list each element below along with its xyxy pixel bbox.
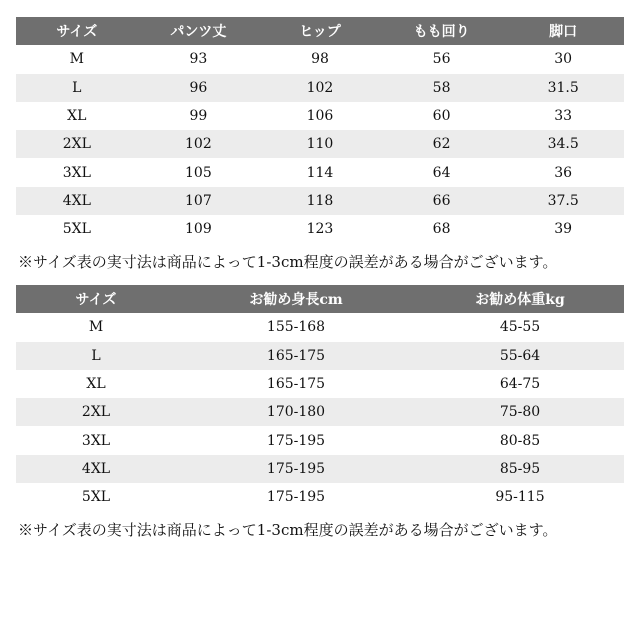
table-cell: 33 — [554, 108, 573, 125]
table-cell: 106 — [306, 108, 334, 125]
recommended-size-table — [16, 285, 624, 511]
table-cell: 2XL — [81, 404, 111, 421]
table-row — [16, 455, 624, 483]
header-hem: 脚口 — [549, 24, 578, 41]
size-disclaimer-note: ※サイズ表の実寸法は商品によって1-3cm程度の誤差がある場合がございます。 — [18, 521, 558, 539]
table-cell: 114 — [306, 164, 334, 181]
table-cell: 118 — [306, 192, 334, 209]
table-cell: 110 — [306, 136, 334, 153]
table-cell: 58 — [432, 79, 451, 96]
table-cell: 75-80 — [499, 404, 541, 421]
table-cell: 4XL — [62, 192, 91, 209]
table-cell: 107 — [185, 192, 212, 209]
table-row — [16, 102, 624, 130]
table-cell: 60 — [432, 108, 451, 125]
table-cell: 93 — [189, 51, 208, 68]
table-cell: 95-115 — [495, 489, 545, 506]
table-header-row — [16, 17, 624, 45]
header-size: サイズ — [75, 292, 117, 309]
header-pants-length: パンツ丈 — [170, 24, 227, 41]
table-header-row — [16, 285, 624, 313]
table-row — [16, 130, 624, 158]
table-cell: 45-55 — [499, 319, 541, 336]
table-cell: 37.5 — [547, 192, 579, 209]
table-row — [16, 74, 624, 102]
table-cell: 102 — [185, 136, 212, 153]
table-row — [16, 45, 624, 73]
table-cell: 102 — [306, 79, 334, 96]
table-cell: 64 — [432, 164, 451, 181]
table-cell: 175-195 — [266, 489, 326, 506]
table-cell: 165-175 — [266, 347, 326, 364]
table-cell: L — [91, 347, 101, 364]
table-cell: 56 — [432, 51, 451, 68]
table-cell: 99 — [189, 108, 208, 125]
size-disclaimer-note: ※サイズ表の実寸法は商品によって1-3cm程度の誤差がある場合がございます。 — [18, 253, 558, 271]
table-row — [16, 158, 624, 186]
table-row — [16, 313, 624, 341]
table-cell: 3XL — [81, 432, 111, 449]
table-cell: 165-175 — [266, 376, 326, 393]
size-measurement-table — [16, 17, 624, 243]
table-cell: 36 — [554, 164, 573, 181]
table-row — [16, 215, 624, 243]
table-cell: 98 — [311, 51, 329, 68]
table-cell: 2XL — [62, 136, 91, 153]
table-row — [16, 426, 624, 454]
header-hip: ヒップ — [299, 24, 341, 41]
table-cell: 55-64 — [499, 347, 541, 364]
table-cell: 109 — [185, 221, 212, 238]
table-cell: XL — [86, 376, 106, 393]
table-cell: 175-195 — [266, 460, 326, 477]
table-cell: L — [72, 79, 82, 96]
table-cell: 30 — [554, 51, 573, 68]
table-cell: 62 — [432, 136, 451, 153]
header-recommended-weight: お勧め体重kg — [475, 292, 565, 309]
table-cell: 96 — [189, 79, 208, 96]
table-row — [16, 398, 624, 426]
table-row — [16, 370, 624, 398]
table-cell: XL — [67, 108, 87, 125]
table-cell: 155-168 — [266, 319, 326, 336]
table-cell: 80-85 — [499, 432, 541, 449]
table-row — [16, 342, 624, 370]
table-cell: 175-195 — [266, 432, 326, 449]
table-cell: 34.5 — [547, 136, 579, 153]
table-cell: 123 — [306, 221, 334, 238]
table-cell: M — [88, 319, 104, 336]
table-cell: M — [69, 51, 84, 68]
table-cell: 64-75 — [499, 376, 541, 393]
table-cell: 31.5 — [547, 79, 579, 96]
header-recommended-height: お勧め身長cm — [249, 292, 343, 309]
header-size: サイズ — [56, 24, 98, 41]
table-cell: 66 — [432, 192, 451, 209]
header-thigh: もも回り — [413, 24, 470, 41]
table-cell: 5XL — [62, 221, 91, 238]
table-cell: 105 — [185, 164, 212, 181]
table-cell: 3XL — [62, 164, 91, 181]
table-cell: 4XL — [81, 460, 111, 477]
table-cell: 39 — [554, 221, 573, 238]
table-cell: 85-95 — [499, 460, 541, 477]
table-cell: 68 — [432, 221, 451, 238]
table-cell: 5XL — [81, 489, 111, 506]
table-row — [16, 483, 624, 511]
table-row — [16, 187, 624, 215]
table-cell: 170-180 — [266, 404, 326, 421]
